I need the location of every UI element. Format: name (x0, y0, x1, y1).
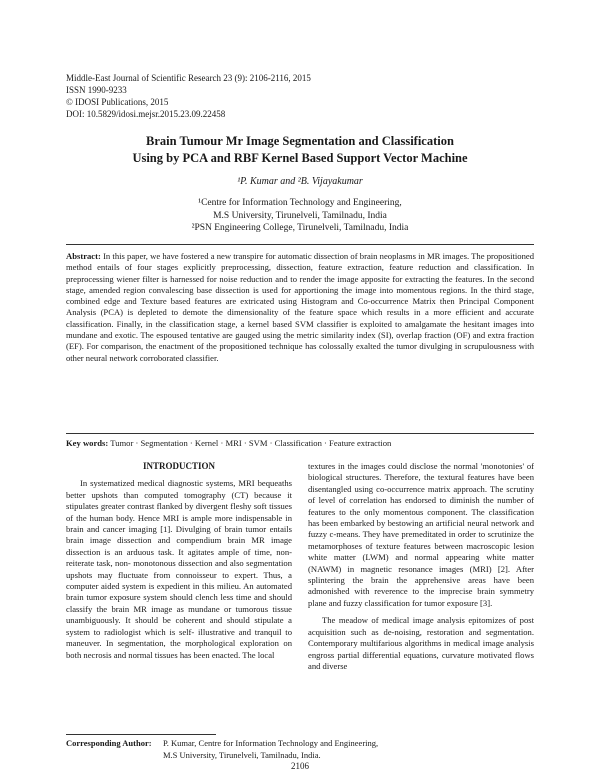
footer-rule (66, 734, 216, 735)
left-column (66, 461, 292, 661)
corresponding-author-label: Corresponding Author: (66, 738, 152, 748)
journal-citation: Middle-East Journal of Scientific Research 23 (9): 2106-2116, 2015 (66, 73, 311, 83)
right-column (308, 461, 534, 672)
corresponding-author-line-2: M.S University, Tirunelveli, Tamilnadu, India. (163, 749, 321, 760)
section-heading-introduction: INTRODUCTION (142, 461, 215, 471)
keywords-label: Key words: (66, 438, 109, 448)
corresponding-author-line-1: P. Kumar, Centre for Information Technology and Engineering, (163, 738, 379, 748)
abstract-bottom-rule (66, 433, 534, 434)
affiliation-1-line-2: M.S University, Tirunelveli, Tamilnadu, India (213, 210, 387, 221)
keywords (66, 438, 534, 448)
affiliations (0, 197, 600, 235)
abstract-label: Abstract: (66, 251, 101, 261)
abstract (66, 251, 534, 364)
right-paragraph-2: The meadow of medical image analysis epitomizes of post acquisition such as de-noising, restoration and segmentation. Contemporary multifarious algorithms in medical image analysis engross partial differential equations, curvature motivated flows and diverse (308, 615, 534, 671)
copyright: © IDOSI Publications, 2015 (66, 97, 169, 107)
paper-title (0, 133, 600, 167)
title-line-2: Using by PCA and RBF Kernel Based Support Vector Machine (132, 151, 468, 165)
doi: DOI: 10.5829/idosi.mejsr.2015.23.09.22458 (66, 109, 226, 119)
journal-header (66, 72, 311, 120)
affiliation-2: ²PSN Engineering College, Tirunelveli, Tamilnadu, India (191, 223, 409, 233)
corresponding-author (66, 738, 534, 761)
issn: ISSN 1990-9233 (66, 85, 127, 95)
page-number: 2106 (291, 761, 309, 771)
affiliation-1-line-1: ¹Centre for Information Technology and Engineering, (198, 198, 402, 208)
keywords-text: Tumor · Segmentation · Kernel · MRI · SVM · Classification · Feature extraction (110, 438, 392, 448)
right-paragraph-1: textures in the images could disclose the normal 'monotonies' of biological structures. Therefore, the textural features have been disentangled using co-occurrence matrix approach. The scrutiny of level of correlation has endorsed to diminish the number of features to the only momentous component. The classification has been embarked by bestowing an artificial neural network and fuzzy c-means. They have premeditated in order to scrutinize the metamorphoses of texture features between macroscopic lesion white matter (LWM) and normal appearing white matter (NAWM) in magnetic resonance images (MRI) [2]. After splintering the brain the apprehensive areas have been admonished with reverence to the imprecise brain symmetry plane and fuzzy classification for tumor exposure [3]. (308, 461, 534, 608)
abstract-top-rule (66, 244, 534, 245)
title-line-1: Brain Tumour Mr Image Segmentation and Classification (146, 134, 454, 148)
abstract-text: In this paper, we have fostered a new transpire for automatic dissection of brain neoplasms in MR images. The propositioned method entails of four stages explicitly preprocessing, dissection, feature extraction, feature reduction and classification. In preprocessing wiener filter is harnessed for noise reduction and to render the image apposite for extracting the features. In the second stage, amended region convalescing base dissection is used for apportioning the image into momentous regions. In the third stage, combined edge and Texture based features are extricated using Histogram and Co-occurrence Matrix then Principal Component Analysis (PCA) is depleted to demote the dimensionality of the feature space which results in a more efficient and accurate classification. Finally, in the classification stage, a kernel based SVM classifier is exploited to amalgamate the hesitant images into mundane and exotic. The espoused tentative are gauged using the metric similarity index (SI), overlap fraction (OF) and extra fraction (EF). For comparison, the enactment of the propositioned technique has colossally exalted the tumor divulging in scrupulousness with other neural network corroborated classifier. (66, 251, 534, 363)
left-paragraph-1: In systematized medical diagnostic systems, MRI bequeaths better upshots than computed tomography (CT) because it stipulates greater contrast flanked by divergent fleshy soft tissues of the human body. Hence MRI is ample more indispensable in brain and cancer imaging [1]. Divulging of brain tumor entails brain image dissection and compendium brain MR image dissection is an arduous task. It agitates ample of time, non- reiterate task, non- monotonous dissection and also segmentation upshots may fluctuate from connoisseur to expert. Thus, a computer aided system is expedient in this milieu. An automated brain tumor exposure system should clench less time and should classify the brain MR image as mundane or tumorous tissue unambiguously. It should be coherent and should stipulate a system to radiologist which is self- illustrative and tranquil to maneuver. In segmentation, the morphological exploration on both necrosis and normal tissues has been enacted. The local (66, 478, 292, 660)
authors: ¹P. Kumar and ²B. Vijayakumar (237, 176, 363, 187)
